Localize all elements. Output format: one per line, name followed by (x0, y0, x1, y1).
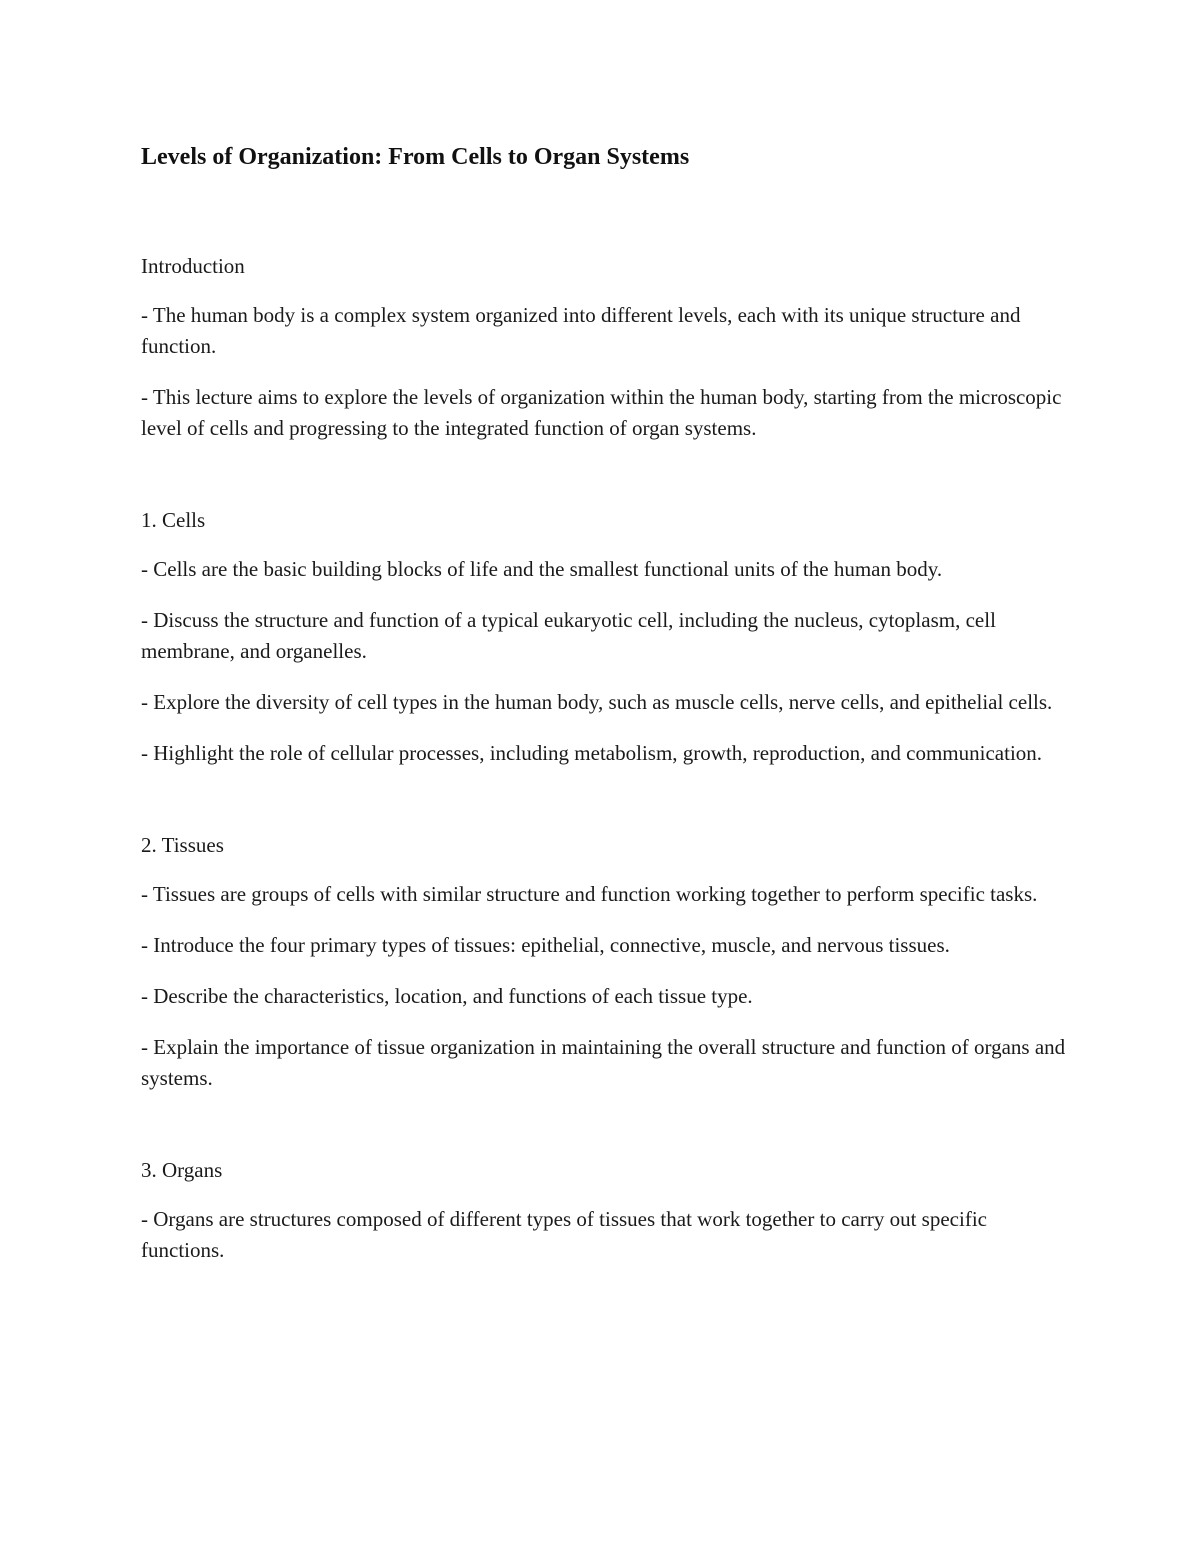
paragraph: - Explain the importance of tissue organization in maintaining the overall structure and function of organs and systems. (141, 1035, 1066, 1090)
section-heading: 1. Cells (141, 508, 206, 532)
section-tissues (141, 829, 1071, 1094)
document-title: Levels of Organization: From Cells to Organ Systems (141, 144, 690, 170)
document-body (141, 140, 1071, 1286)
paragraph: - Organs are structures composed of different types of tissues that work together to carry out specific functions. (141, 1207, 987, 1262)
section-heading: Introduction (141, 254, 245, 278)
section-heading: 2. Tissues (141, 833, 224, 857)
paragraph: - Highlight the role of cellular processes, including metabolism, growth, reproduction, and communication. (141, 741, 1043, 765)
paragraph: - Tissues are groups of cells with similar structure and function working together to perform specific tasks. (141, 882, 1038, 906)
paragraph: - This lecture aims to explore the levels of organization within the human body, starting from the microscopic level of cells and progressing to the integrated function of organ systems. (141, 385, 1062, 440)
paragraph: - Describe the characteristics, location, and functions of each tissue type. (141, 984, 753, 1008)
section-heading: 3. Organs (141, 1158, 223, 1182)
paragraph: - Introduce the four primary types of tissues: epithelial, connective, muscle, and nervous tissues. (141, 933, 950, 957)
paragraph: - The human body is a complex system organized into different levels, each with its unique structure and function. (141, 303, 1021, 358)
section-organs (141, 1154, 1071, 1266)
paragraph: - Cells are the basic building blocks of life and the smallest functional units of the human body. (141, 557, 943, 581)
paragraph: - Discuss the structure and function of a typical eukaryotic cell, including the nucleus, cytoplasm, cell membrane, and organelles. (141, 608, 996, 663)
section-introduction (141, 250, 1071, 444)
paragraph: - Explore the diversity of cell types in the human body, such as muscle cells, nerve cells, and epithelial cells. (141, 690, 1053, 714)
section-cells (141, 504, 1071, 769)
